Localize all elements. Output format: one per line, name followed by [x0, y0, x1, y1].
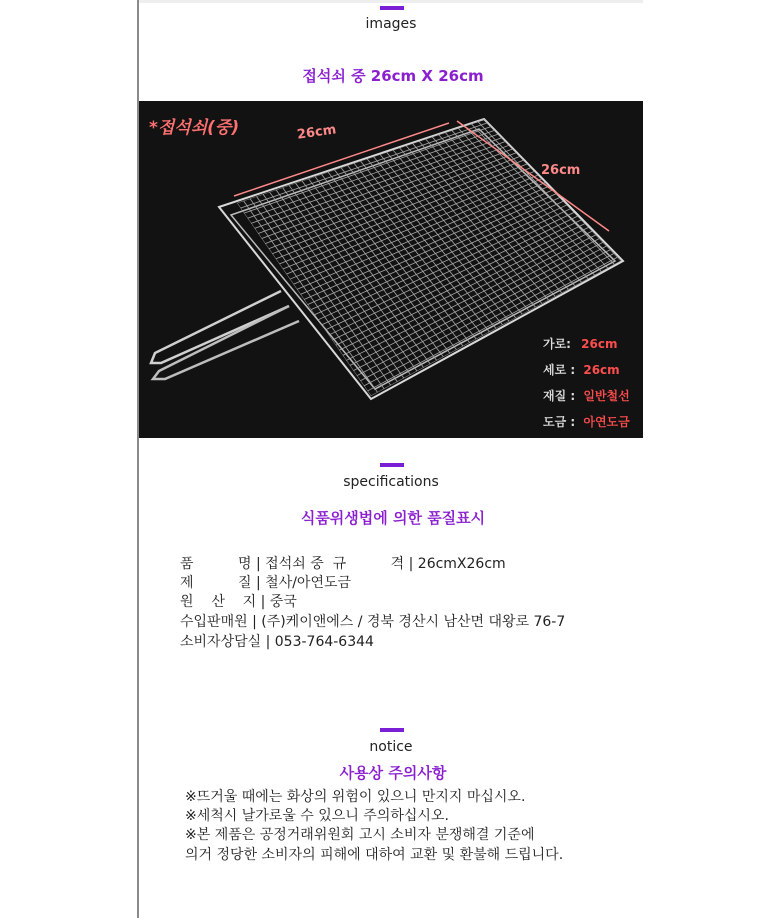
photo-spec-value: 일반철선: [583, 389, 630, 403]
specifications-section-title: specifications: [343, 474, 439, 490]
notice-section-bar: [380, 728, 404, 732]
photo-spec-height: [543, 361, 620, 378]
photo-spec-width: [543, 335, 618, 352]
photo-spec-plating: [543, 413, 630, 430]
images-section-bar: [380, 6, 404, 10]
notice-line: ※뜨거울 때에는 화상의 위험이 있으니 만지지 마십시오.: [185, 789, 526, 805]
notice-line: ※본 제품은 공정거래위원회 고시 소비자 분쟁해결 기준에: [185, 827, 535, 843]
spec-row-importer: 수입판매원 | (주)케이앤에스 / 경북 경산시 남산면 대왕로 76-7: [180, 614, 566, 630]
notice-section-title: notice: [369, 739, 413, 755]
photo-spec-material: [543, 387, 630, 404]
top-border: [139, 0, 643, 3]
photo-spec-value: 26cm: [581, 337, 618, 351]
product-photo: [139, 101, 643, 438]
photo-spec-value: 아연도금: [583, 415, 630, 429]
photo-product-label: *접석쇠(중): [149, 118, 240, 138]
height-dimension-line: [457, 121, 609, 231]
spec-row-origin: 원 산 지 | 중국: [180, 594, 297, 610]
mesh-wire: [367, 159, 503, 325]
photo-spec-key: 재질 :: [543, 389, 576, 403]
mesh-wire: [432, 137, 568, 290]
grate-outer-frame: [219, 119, 623, 399]
notice-section-subtitle: 사용상 주의사항: [339, 764, 447, 782]
images-section-title: images: [365, 16, 417, 32]
photo-spec-key: 세로 :: [543, 363, 576, 377]
photo-width-label: 26cm: [296, 122, 338, 143]
notice-line: ※세척시 날가로울 수 있으니 주의하십시오.: [185, 808, 449, 824]
mesh-wire: [426, 139, 562, 293]
mesh-wire: [374, 157, 510, 322]
spec-row-contact: 소비자상담실 | 053-764-6344: [180, 634, 374, 650]
photo-height-label: 26cm: [541, 163, 581, 178]
grate-mesh: [237, 119, 621, 396]
photo-spec-key: 도금 :: [543, 415, 576, 429]
spec-row-name: 품 명 | 접석쇠 중 규 격 | 26cmX26cm: [180, 556, 506, 572]
photo-spec-key: 가로:: [543, 337, 571, 351]
specifications-section-subtitle: 식품위생법에 의한 품질표시: [300, 509, 486, 527]
images-section-subtitle: 접석쇠 중 26cm X 26cm: [302, 67, 484, 85]
photo-spec-value: 26cm: [583, 363, 620, 377]
grate-handle: [151, 291, 289, 363]
notice-line: 의거 정당한 소비자의 피해에 대하여 교환 및 환불해 드립니다.: [185, 847, 564, 863]
spec-row-material: 제 질 | 철사/아연도금: [180, 575, 352, 591]
specifications-section-bar: [380, 463, 404, 467]
